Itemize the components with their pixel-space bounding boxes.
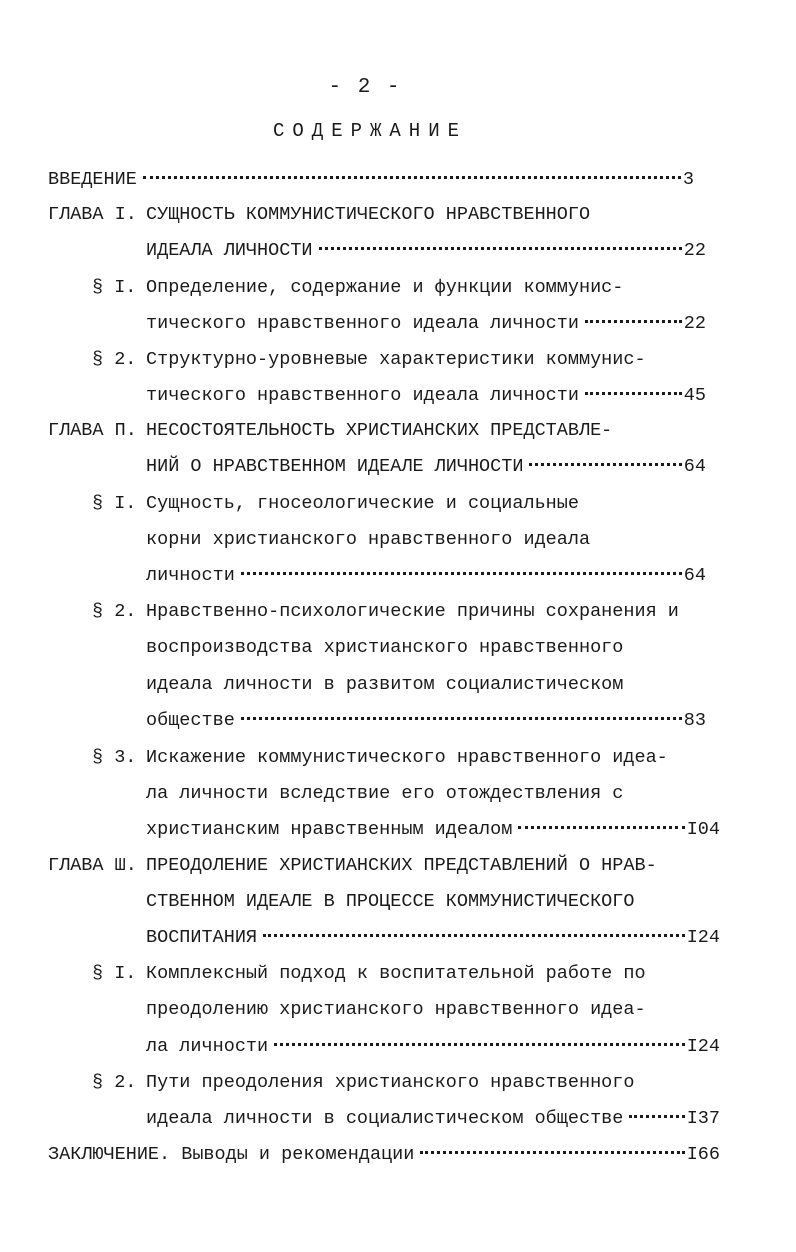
toc-entry-title: ИДЕАЛА ЛИЧНОСТИ — [146, 240, 313, 261]
page-title: СОДЕРЖАНИЕ — [272, 120, 468, 142]
toc-entry-title: ВОСПИТАНИЯ — [146, 927, 258, 948]
toc-entry-title: НЕСОСТОЯТЕЛЬНОСТЬ ХРИСТИАНСКИХ ПРЕДСТАВЛЕ- — [146, 420, 613, 441]
dot-leader — [263, 934, 685, 937]
section-marker: § 2. — [92, 349, 137, 370]
toc-page-number: 3 — [682, 169, 694, 190]
toc-entry-line — [146, 489, 706, 519]
toc-entry-title: Определение, содержание и функции коммунис- — [146, 277, 624, 298]
toc-entry-title: Нравственно-психологические причины сохранения и — [146, 601, 679, 622]
toc-page-number: I37 — [686, 1108, 720, 1129]
toc-page-number: 64 — [683, 456, 706, 477]
dot-leader — [585, 320, 682, 323]
toc-entry-title: Пути преодоления христианского нравственного — [146, 1072, 635, 1093]
toc-entry-title: идеала личности в развитом социалистическом — [146, 674, 624, 695]
toc-entry-title: обществе — [146, 710, 235, 731]
toc-entry-title: преодолению христианского нравственного идеа- — [146, 999, 646, 1020]
toc-entry-section — [146, 309, 706, 339]
toc-entry-title: личности — [146, 565, 235, 586]
toc-entry-title: СТВЕННОМ ИДЕАЛЕ В ПРОЦЕССЕ КОММУНИСТИЧЕСКОГО — [146, 891, 635, 912]
toc-entry-line — [146, 887, 720, 917]
toc-entry-chapter-1 — [146, 236, 706, 266]
dot-leader — [143, 176, 681, 179]
toc-entry-title: идеала личности в социалистическом обществе — [146, 1108, 624, 1129]
chapter-label: ГЛАВА П. — [48, 420, 137, 441]
toc-entry-chapter-2 — [146, 452, 706, 482]
toc-entry-section — [146, 381, 706, 411]
toc-entry-title: Искажение коммунистического нравственного идеа- — [146, 747, 668, 768]
toc-entry-title: ВВЕДЕНИЕ — [48, 169, 137, 190]
toc-entry-line — [146, 1068, 720, 1098]
dot-leader — [585, 392, 682, 395]
toc-entry-line — [146, 525, 706, 555]
toc-entry-title: ЗАКЛЮЧЕНИЕ. Выводы и рекомендации — [48, 1144, 415, 1165]
toc-entry-line — [146, 200, 706, 230]
toc-page-number: 22 — [683, 313, 706, 334]
dot-leader — [319, 247, 682, 250]
toc-entry-section — [146, 1032, 720, 1062]
toc-entry-title: ла личности — [146, 1036, 269, 1057]
toc-page-number: I24 — [686, 1036, 720, 1057]
toc-entry-section — [146, 561, 706, 591]
dot-leader — [629, 1115, 684, 1118]
toc-page-number: 64 — [683, 565, 706, 586]
toc-entry-line — [146, 345, 706, 375]
toc-entry-title: христианским нравственным идеалом — [146, 819, 513, 840]
dot-leader — [241, 572, 682, 575]
page-number: - 2 - — [328, 76, 402, 99]
toc-entry-title: тического нравственного идеала личности — [146, 313, 579, 334]
toc-entry-section — [146, 706, 706, 736]
toc-entry-line — [146, 597, 706, 627]
toc-entry-line — [146, 959, 720, 989]
section-marker: § 3. — [92, 747, 137, 768]
toc-entry-conclusion — [48, 1140, 720, 1170]
toc-page-number: 83 — [683, 710, 706, 731]
dot-leader — [529, 463, 681, 466]
toc-entry-title: тического нравственного идеала личности — [146, 385, 579, 406]
section-marker: § I. — [92, 963, 137, 984]
toc-entry-title: корни христианского нравственного идеала — [146, 529, 591, 550]
toc-entry-line — [146, 273, 706, 303]
toc-entry-title: ла личности вследствие его отождествления с — [146, 783, 624, 804]
toc-page-number: I66 — [686, 1144, 720, 1165]
toc-page-number: I04 — [686, 819, 720, 840]
toc-entry-title: Сущность, гносеологические и социальные — [146, 493, 579, 514]
toc-entry-line — [146, 670, 706, 700]
section-marker: § I. — [92, 277, 137, 298]
toc-entry-section — [146, 815, 720, 845]
section-marker: § I. — [92, 493, 137, 514]
toc-entry-title: ПРЕОДОЛЕНИЕ ХРИСТИАНСКИХ ПРЕДСТАВЛЕНИЙ О НРАВ- — [146, 855, 657, 876]
section-marker: § 2. — [92, 1072, 137, 1093]
toc-entry-line — [146, 851, 720, 881]
toc-page-number: 22 — [683, 240, 706, 261]
chapter-label: ГЛАВА I. — [48, 204, 137, 225]
toc-entry-section — [146, 1104, 720, 1134]
dot-leader — [420, 1151, 684, 1154]
toc-entry-title: воспроизводства христианского нравственного — [146, 637, 624, 658]
toc-page-number: 45 — [683, 385, 706, 406]
toc-entry-line — [146, 779, 706, 809]
toc-entry-line — [146, 743, 706, 773]
toc-entry-line — [146, 633, 706, 663]
chapter-label: ГЛАВА Ш. — [48, 855, 137, 876]
toc-entry-title: НИЙ О НРАВСТВЕННОМ ИДЕАЛЕ ЛИЧНОСТИ — [146, 456, 524, 477]
dot-leader — [518, 826, 684, 829]
section-marker: § 2. — [92, 601, 137, 622]
toc-entry-intro — [48, 165, 694, 195]
toc-entry-title: Структурно-уровневые характеристики коммунис- — [146, 349, 646, 370]
toc-entry-title: Комплексный подход к воспитательной работе по — [146, 963, 646, 984]
toc-entry-title: СУЩНОСТЬ КОММУНИСТИЧЕСКОГО НРАВСТВЕННОГО — [146, 204, 591, 225]
toc-entry-chapter-3 — [146, 923, 720, 953]
dot-leader — [241, 717, 682, 720]
toc-page-number: I24 — [686, 927, 720, 948]
dot-leader — [274, 1043, 685, 1046]
toc-entry-line — [146, 416, 706, 446]
toc-entry-line — [146, 995, 720, 1025]
